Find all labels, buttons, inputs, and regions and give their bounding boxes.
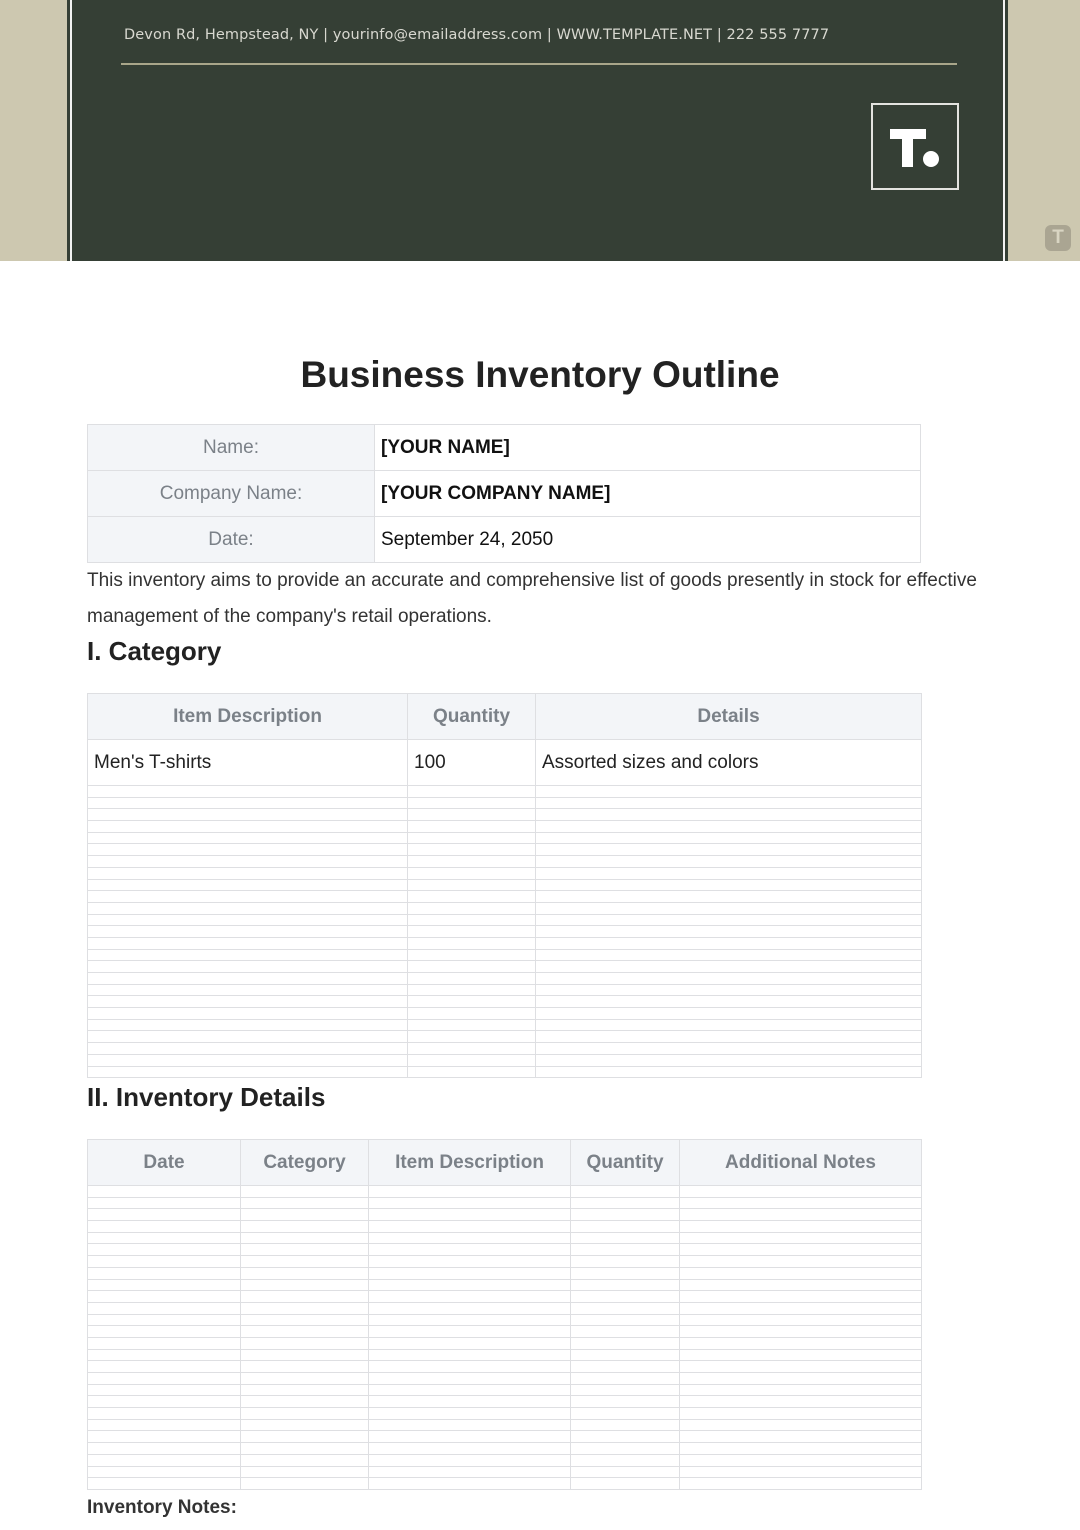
table-cell[interactable] xyxy=(536,1008,922,1020)
table-cell[interactable] xyxy=(571,1349,680,1361)
table-row xyxy=(88,1373,922,1385)
table-row xyxy=(88,1326,922,1338)
name-field[interactable]: [YOUR NAME] xyxy=(375,425,921,471)
table-cell[interactable] xyxy=(88,1396,241,1408)
page-title: Business Inventory Outline xyxy=(300,354,780,395)
table-row xyxy=(88,1066,922,1078)
table-cell[interactable] xyxy=(408,879,536,891)
table-cell[interactable] xyxy=(369,1256,571,1268)
table-cell[interactable] xyxy=(680,1408,922,1420)
table-cell[interactable] xyxy=(88,996,408,1008)
table-cell[interactable] xyxy=(88,1478,241,1490)
table-cell[interactable] xyxy=(680,1396,922,1408)
table-cell[interactable] xyxy=(571,1396,680,1408)
table-cell[interactable] xyxy=(369,1478,571,1490)
table-cell[interactable] xyxy=(88,1267,241,1279)
table-cell[interactable] xyxy=(408,797,536,809)
table-row xyxy=(88,937,922,949)
table-row xyxy=(88,984,922,996)
table-cell[interactable] xyxy=(571,1209,680,1221)
table-cell[interactable] xyxy=(408,1008,536,1020)
table-row xyxy=(88,973,922,985)
column-header: Quantity xyxy=(408,694,536,740)
table-row xyxy=(88,786,922,798)
company-name-field[interactable]: [YOUR COMPANY NAME] xyxy=(375,471,921,517)
table-cell[interactable] xyxy=(571,1384,680,1396)
column-header: Item Description xyxy=(369,1140,571,1186)
table-cell[interactable] xyxy=(88,1337,241,1349)
table-cell[interactable] xyxy=(241,1209,369,1221)
table-cell[interactable] xyxy=(369,1326,571,1338)
table-cell[interactable] xyxy=(88,1209,241,1221)
info-label: Company Name: xyxy=(88,471,375,517)
table-cell[interactable] xyxy=(571,1454,680,1466)
table-cell[interactable] xyxy=(88,973,408,985)
table-cell[interactable] xyxy=(88,1349,241,1361)
table-cell[interactable] xyxy=(241,1478,369,1490)
table-cell[interactable] xyxy=(680,1361,922,1373)
table-row xyxy=(88,1232,922,1244)
table-row xyxy=(88,844,922,856)
table-cell[interactable] xyxy=(571,1443,680,1455)
table-cell[interactable] xyxy=(680,1267,922,1279)
table-cell[interactable] xyxy=(536,961,922,973)
table-cell[interactable] xyxy=(88,926,408,938)
table-cell[interactable] xyxy=(241,1443,369,1455)
table-cell[interactable] xyxy=(536,902,922,914)
table-cell[interactable] xyxy=(571,1408,680,1420)
table-cell[interactable] xyxy=(408,1066,536,1078)
table-cell[interactable] xyxy=(369,1419,571,1431)
table-row xyxy=(88,961,922,973)
table-cell[interactable] xyxy=(408,844,536,856)
table-cell[interactable] xyxy=(241,1384,369,1396)
table-cell[interactable] xyxy=(369,1314,571,1326)
table-cell[interactable] xyxy=(241,1431,369,1443)
table-cell[interactable] xyxy=(408,786,536,798)
table-row xyxy=(88,914,922,926)
table-row xyxy=(88,1478,922,1490)
table-cell[interactable] xyxy=(571,1466,680,1478)
table-cell[interactable] xyxy=(571,1197,680,1209)
table-cell[interactable] xyxy=(680,1384,922,1396)
table-row xyxy=(88,1256,922,1268)
table-cell[interactable] xyxy=(571,1279,680,1291)
table-cell[interactable] xyxy=(88,1419,241,1431)
table-cell[interactable] xyxy=(536,891,922,903)
table-row xyxy=(88,1361,922,1373)
table-cell[interactable] xyxy=(680,1256,922,1268)
table-cell[interactable] xyxy=(536,797,922,809)
table-cell[interactable] xyxy=(680,1478,922,1490)
table-cell[interactable] xyxy=(241,1361,369,1373)
table-row xyxy=(88,821,922,833)
table-cell[interactable] xyxy=(536,832,922,844)
table-row xyxy=(88,1396,922,1408)
table-cell[interactable] xyxy=(369,1267,571,1279)
table-cell[interactable] xyxy=(408,926,536,938)
table-cell[interactable] xyxy=(88,914,408,926)
table-cell[interactable] xyxy=(408,984,536,996)
table-row xyxy=(88,1337,922,1349)
table-cell[interactable] xyxy=(536,996,922,1008)
info-label: Name: xyxy=(88,425,375,471)
table-cell[interactable] xyxy=(88,879,408,891)
table-cell[interactable] xyxy=(571,1244,680,1256)
table-cell[interactable] xyxy=(408,961,536,973)
table-row xyxy=(88,740,922,786)
table-cell[interactable] xyxy=(680,1197,922,1209)
table-cell[interactable] xyxy=(88,1431,241,1443)
table-cell[interactable] xyxy=(408,949,536,961)
table-row xyxy=(88,926,922,938)
table-cell[interactable] xyxy=(536,1066,922,1078)
table-cell[interactable] xyxy=(408,996,536,1008)
table-cell[interactable] xyxy=(571,1291,680,1303)
table-cell[interactable]: Men's T-shirts xyxy=(88,740,408,786)
table-cell[interactable] xyxy=(680,1232,922,1244)
table-cell[interactable] xyxy=(88,949,408,961)
table-row xyxy=(88,1454,922,1466)
column-header: Date xyxy=(88,1140,241,1186)
table-row xyxy=(88,1054,922,1066)
table-cell[interactable] xyxy=(88,1031,408,1043)
table-cell[interactable] xyxy=(88,1186,241,1198)
table-cell[interactable] xyxy=(88,1244,241,1256)
table-cell[interactable] xyxy=(369,1186,571,1198)
table-cell[interactable] xyxy=(680,1337,922,1349)
table-row xyxy=(88,1221,922,1233)
table-cell[interactable] xyxy=(408,937,536,949)
contact-line: Devon Rd, Hempstead, NY | yourinfo@emailaddress.com | WWW.TEMPLATE.NET | 222 555 7777 xyxy=(124,27,830,43)
table-cell[interactable] xyxy=(536,1043,922,1055)
table-cell[interactable] xyxy=(536,821,922,833)
table-cell[interactable] xyxy=(369,1454,571,1466)
table-cell[interactable] xyxy=(680,1373,922,1385)
table-row xyxy=(88,1267,922,1279)
table-cell[interactable] xyxy=(88,1043,408,1055)
table-cell[interactable] xyxy=(88,1466,241,1478)
table-row xyxy=(88,867,922,879)
table-row xyxy=(88,1419,922,1431)
table-cell[interactable] xyxy=(571,1232,680,1244)
table-cell[interactable] xyxy=(536,949,922,961)
table-cell[interactable] xyxy=(241,1279,369,1291)
table-cell[interactable] xyxy=(680,1326,922,1338)
table-row xyxy=(88,996,922,1008)
table-cell[interactable] xyxy=(680,1244,922,1256)
table-cell[interactable] xyxy=(88,937,408,949)
table-cell[interactable] xyxy=(536,786,922,798)
table-row xyxy=(88,832,922,844)
table-cell[interactable] xyxy=(369,1197,571,1209)
table-row xyxy=(88,891,922,903)
table-cell[interactable] xyxy=(408,867,536,879)
table-cell[interactable] xyxy=(571,1314,680,1326)
table-cell[interactable] xyxy=(408,1054,536,1066)
table-cell[interactable] xyxy=(680,1454,922,1466)
table-cell[interactable] xyxy=(241,1186,369,1198)
table-row xyxy=(88,1291,922,1303)
table-cell[interactable] xyxy=(88,1326,241,1338)
table-row xyxy=(88,1279,922,1291)
table-cell[interactable] xyxy=(408,856,536,868)
info-table xyxy=(87,424,921,563)
table-cell[interactable] xyxy=(571,1337,680,1349)
section-heading-inventory-details: II. Inventory Details xyxy=(87,1082,326,1112)
table-cell[interactable] xyxy=(571,1431,680,1443)
table-cell[interactable] xyxy=(241,1454,369,1466)
table-cell[interactable] xyxy=(241,1419,369,1431)
table-cell[interactable] xyxy=(241,1256,369,1268)
table-cell[interactable] xyxy=(88,1066,408,1078)
table-cell[interactable] xyxy=(408,891,536,903)
table-cell[interactable] xyxy=(369,1291,571,1303)
header-divider xyxy=(121,63,957,65)
table-cell[interactable] xyxy=(241,1244,369,1256)
table-cell[interactable] xyxy=(680,1291,922,1303)
table-cell[interactable] xyxy=(680,1431,922,1443)
table-cell[interactable] xyxy=(571,1326,680,1338)
table-cell[interactable] xyxy=(88,844,408,856)
table-cell[interactable] xyxy=(88,1384,241,1396)
table-cell[interactable] xyxy=(88,1361,241,1373)
table-row xyxy=(88,1031,922,1043)
table-cell[interactable] xyxy=(88,1008,408,1020)
table-row xyxy=(88,949,922,961)
table-cell[interactable] xyxy=(408,1019,536,1031)
inventory-notes-label: Inventory Notes: xyxy=(87,1497,237,1518)
table-cell[interactable] xyxy=(536,1054,922,1066)
table-cell[interactable] xyxy=(88,984,408,996)
table-cell[interactable] xyxy=(241,1232,369,1244)
info-row-name xyxy=(88,425,921,471)
table-cell[interactable]: Assorted sizes and colors xyxy=(536,740,922,786)
table-cell[interactable] xyxy=(369,1337,571,1349)
section-heading-category: I. Category xyxy=(87,636,222,666)
date-field[interactable]: September 24, 2050 xyxy=(375,517,921,563)
table-cell[interactable] xyxy=(408,809,536,821)
panel-border-right xyxy=(1003,0,1005,261)
panel-border-left xyxy=(70,0,72,261)
table-cell[interactable] xyxy=(680,1209,922,1221)
table-cell[interactable] xyxy=(369,1232,571,1244)
table-cell[interactable] xyxy=(680,1302,922,1314)
table-row xyxy=(88,1186,922,1198)
table-cell[interactable] xyxy=(369,1384,571,1396)
table-row xyxy=(88,1019,922,1031)
table-cell[interactable] xyxy=(680,1186,922,1198)
table-row xyxy=(88,1244,922,1256)
table-cell[interactable] xyxy=(241,1408,369,1420)
table-cell[interactable] xyxy=(369,1373,571,1385)
table-cell[interactable] xyxy=(241,1291,369,1303)
table-cell[interactable] xyxy=(571,1373,680,1385)
table-cell[interactable] xyxy=(536,937,922,949)
table-cell[interactable] xyxy=(680,1279,922,1291)
table-cell[interactable] xyxy=(241,1302,369,1314)
table-cell[interactable]: 100 xyxy=(408,740,536,786)
table-row xyxy=(88,1466,922,1478)
table-cell[interactable] xyxy=(88,832,408,844)
table-cell[interactable] xyxy=(571,1419,680,1431)
table-cell[interactable] xyxy=(536,973,922,985)
table-cell[interactable] xyxy=(536,856,922,868)
table-cell[interactable] xyxy=(408,902,536,914)
table-cell[interactable] xyxy=(571,1361,680,1373)
table-cell[interactable] xyxy=(680,1419,922,1431)
table-cell[interactable] xyxy=(369,1361,571,1373)
info-row-company xyxy=(88,471,921,517)
table-cell[interactable] xyxy=(241,1314,369,1326)
table-cell[interactable] xyxy=(369,1279,571,1291)
table-cell[interactable] xyxy=(536,984,922,996)
table-cell[interactable] xyxy=(88,902,408,914)
table-cell[interactable] xyxy=(680,1221,922,1233)
table-cell[interactable] xyxy=(571,1221,680,1233)
table-cell[interactable] xyxy=(536,926,922,938)
table-cell[interactable] xyxy=(571,1302,680,1314)
column-header: Additional Notes xyxy=(680,1140,922,1186)
category-table xyxy=(87,693,922,1078)
table-cell[interactable] xyxy=(241,1267,369,1279)
table-cell[interactable] xyxy=(241,1466,369,1478)
info-row-date xyxy=(88,517,921,563)
table-cell[interactable] xyxy=(88,1256,241,1268)
table-cell[interactable] xyxy=(680,1466,922,1478)
table-cell[interactable] xyxy=(408,973,536,985)
table-cell[interactable] xyxy=(369,1221,571,1233)
table-cell[interactable] xyxy=(88,961,408,973)
table-cell[interactable] xyxy=(369,1244,571,1256)
template-badge-icon[interactable]: T xyxy=(1045,225,1071,251)
table-row xyxy=(88,1384,922,1396)
table-cell[interactable] xyxy=(88,1314,241,1326)
table-cell[interactable] xyxy=(241,1337,369,1349)
table-cell[interactable] xyxy=(88,797,408,809)
table-row xyxy=(88,1314,922,1326)
table-cell[interactable] xyxy=(408,832,536,844)
table-cell[interactable] xyxy=(88,1454,241,1466)
table-cell[interactable] xyxy=(536,809,922,821)
table-cell[interactable] xyxy=(680,1349,922,1361)
table-cell[interactable] xyxy=(241,1221,369,1233)
table-row xyxy=(88,1443,922,1455)
column-header: Item Description xyxy=(88,694,408,740)
table-cell[interactable] xyxy=(571,1267,680,1279)
table-cell[interactable] xyxy=(408,821,536,833)
info-label: Date: xyxy=(88,517,375,563)
table-row xyxy=(88,1197,922,1209)
table-cell[interactable] xyxy=(369,1408,571,1420)
table-row xyxy=(88,809,922,821)
table-cell[interactable] xyxy=(241,1197,369,1209)
table-cell[interactable] xyxy=(88,1279,241,1291)
table-cell[interactable] xyxy=(241,1396,369,1408)
table-row xyxy=(88,856,922,868)
table-cell[interactable] xyxy=(88,1443,241,1455)
table-cell[interactable] xyxy=(369,1302,571,1314)
table-cell[interactable] xyxy=(536,879,922,891)
table-cell[interactable] xyxy=(88,809,408,821)
table-cell[interactable] xyxy=(536,914,922,926)
table-cell[interactable] xyxy=(536,844,922,856)
table-row xyxy=(88,797,922,809)
table-cell[interactable] xyxy=(369,1466,571,1478)
table-cell[interactable] xyxy=(88,786,408,798)
column-header: Quantity xyxy=(571,1140,680,1186)
table-cell[interactable] xyxy=(88,1291,241,1303)
table-row xyxy=(88,1209,922,1221)
inventory-details-table xyxy=(87,1139,922,1490)
table-cell[interactable] xyxy=(241,1326,369,1338)
table-row xyxy=(88,879,922,891)
table-cell[interactable] xyxy=(536,1031,922,1043)
table-cell[interactable] xyxy=(88,1302,241,1314)
column-header: Category xyxy=(241,1140,369,1186)
table-row xyxy=(88,1302,922,1314)
table-cell[interactable] xyxy=(408,914,536,926)
table-row xyxy=(88,1008,922,1020)
table-cell[interactable] xyxy=(88,1232,241,1244)
table-cell[interactable] xyxy=(88,891,408,903)
table-cell[interactable] xyxy=(88,1408,241,1420)
table-cell[interactable] xyxy=(369,1209,571,1221)
table-cell[interactable] xyxy=(369,1349,571,1361)
table-cell[interactable] xyxy=(241,1373,369,1385)
table-cell[interactable] xyxy=(536,1019,922,1031)
table-row xyxy=(88,1408,922,1420)
table-cell[interactable] xyxy=(88,867,408,879)
table-cell[interactable] xyxy=(680,1314,922,1326)
table-cell[interactable] xyxy=(369,1431,571,1443)
table-cell[interactable] xyxy=(408,1031,536,1043)
table-cell[interactable] xyxy=(369,1396,571,1408)
table-row xyxy=(88,1431,922,1443)
intro-paragraph: This inventory aims to provide an accurate and comprehensive list of goods presently in stock for effective management of the company's retail operations. xyxy=(87,570,977,627)
table-row xyxy=(88,1043,922,1055)
table-cell[interactable] xyxy=(408,1043,536,1055)
column-header: Details xyxy=(536,694,922,740)
table-cell[interactable] xyxy=(571,1478,680,1490)
table-cell[interactable] xyxy=(369,1443,571,1455)
table-cell[interactable] xyxy=(88,1221,241,1233)
table-cell[interactable] xyxy=(536,867,922,879)
table-cell[interactable] xyxy=(88,1373,241,1385)
table-cell[interactable] xyxy=(571,1186,680,1198)
table-cell[interactable] xyxy=(88,1019,408,1031)
table-cell[interactable] xyxy=(88,1054,408,1066)
table-cell[interactable] xyxy=(571,1256,680,1268)
table-row xyxy=(88,1349,922,1361)
table-cell[interactable] xyxy=(88,821,408,833)
table-cell[interactable] xyxy=(241,1349,369,1361)
table-cell[interactable] xyxy=(680,1443,922,1455)
logo-t-icon xyxy=(871,103,959,190)
table-row xyxy=(88,902,922,914)
table-cell[interactable] xyxy=(88,1197,241,1209)
table-cell[interactable] xyxy=(88,856,408,868)
